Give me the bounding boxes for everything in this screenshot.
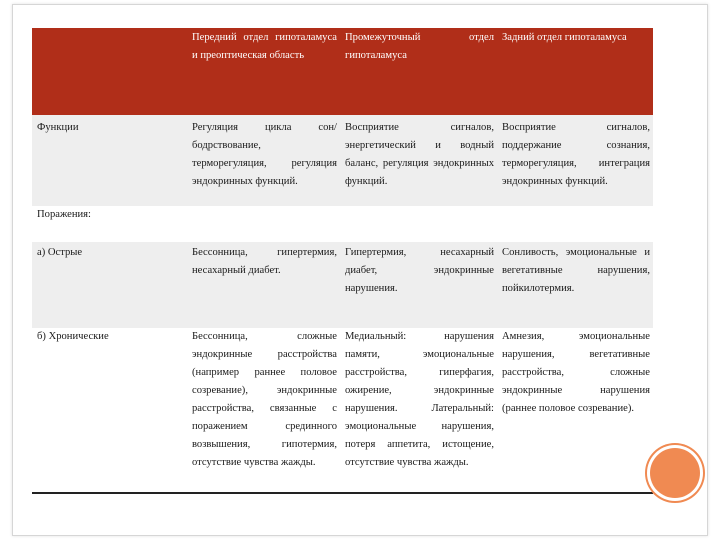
functions-label: Функции [37, 122, 79, 133]
chronic-intermediate: Медиальный: нарушения памяти, эмоциональные расстройства, гиперфагия, ожирение, эндокринные нарушения. Латеральный: эмоциональные нарушения, потеря аппетита, истощение, отсутствие чувства жажды. [345, 331, 494, 468]
functions-posterior: Восприятие сигналов, поддержание сознания, терморегуляция, интеграция эндокринных функций. [502, 122, 650, 187]
acute-posterior: Сонливость, эмоциональные и вегетативные нарушения, пойкилотермия. [502, 247, 650, 294]
acute-row [32, 242, 653, 328]
lesions-label: Поражения: [37, 209, 91, 220]
functions-intermediate: Восприятие сигналов, энергетический и водный баланс, регуляция эндокринных функций. [345, 122, 494, 187]
functions-row [32, 115, 653, 206]
acute-label: а) Острые [37, 247, 83, 258]
table-header-row [32, 28, 653, 115]
acute-intermediate: Гипертермия, несахарный диабет, эндокринные нарушения. [345, 247, 494, 294]
acute-anterior: Бессонница, гипертермия, несахарный диабет. [192, 247, 337, 276]
chronic-label: б) Хронические [37, 331, 109, 342]
table-bottom-rule [32, 492, 653, 494]
lesions-row [32, 206, 653, 242]
header-empty-cell [32, 28, 187, 29]
header-posterior: Задний отдел гипоталамуса [502, 32, 627, 43]
chronic-posterior: Амнезия, эмоциональные нарушения, вегетативные расстройства, сложные эндокринные нарушения (раннее половое созревание). [502, 331, 650, 414]
accent-circle [650, 448, 700, 498]
chronic-row [32, 328, 653, 490]
chronic-anterior: Бессонница, сложные эндокринные расстройства (например раннее половое созревание), эндокринные расстройства, связанные с поражением срединного возвышения, гипотермия, отсутствие чувства жажды. [192, 331, 337, 468]
functions-anterior: Регуляция цикла сон/бодрствование, терморегуляция, регуляция эндокринных функций. [192, 122, 337, 187]
header-intermediate: Промежуточный отдел гипоталамуса [345, 32, 494, 61]
header-anterior: Передний отдел гипоталамуса и преоптическая область [192, 32, 337, 61]
